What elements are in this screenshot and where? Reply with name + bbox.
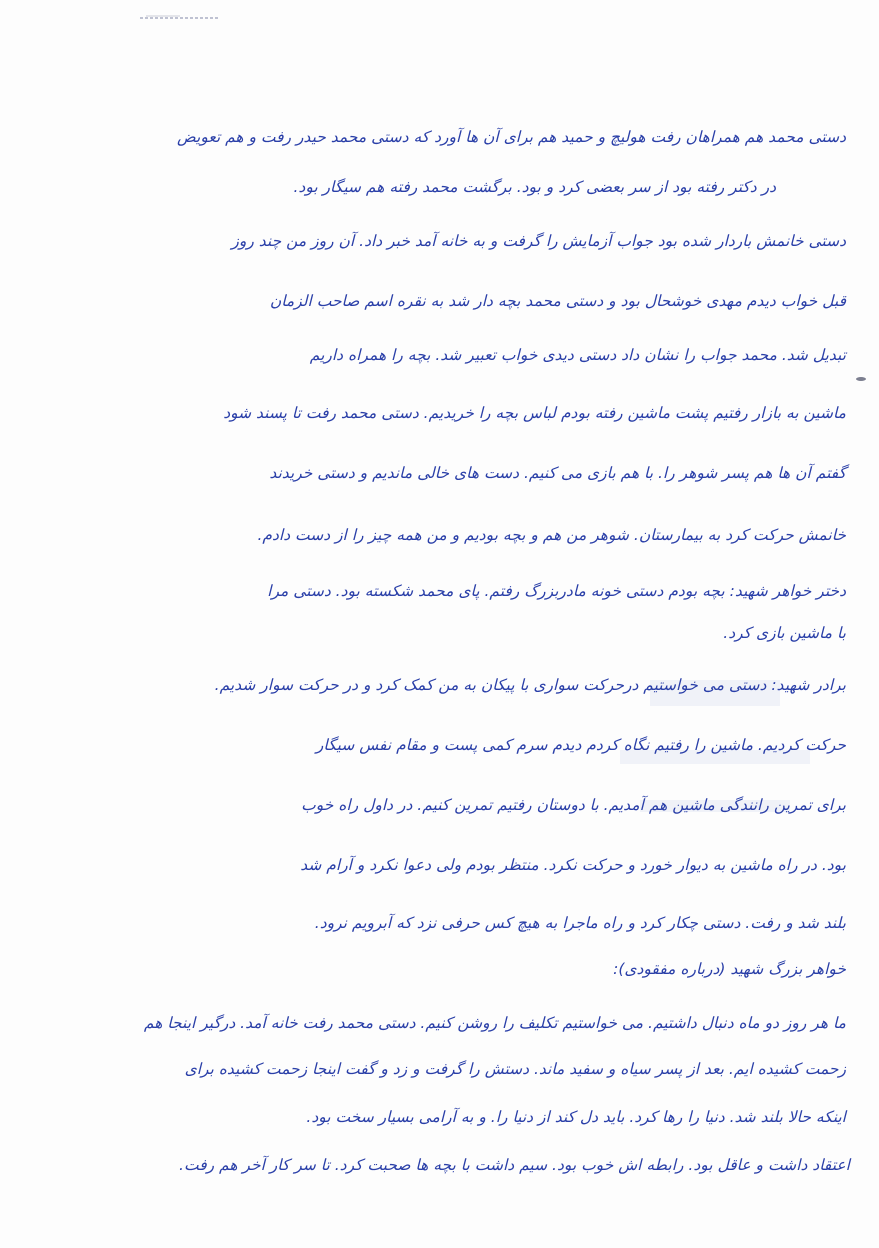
text-line: اینکه حالا بلند شد. دنیا را رها کرد. باید دل کند از دنیا را. و به آرامی بسیار سخت بود. bbox=[306, 1108, 846, 1126]
text-line: با ماشین بازی کرد. bbox=[723, 624, 846, 642]
text-line: قبل خواب دیدم مهدی خوشحال بود و دستی محمد بچه دار شد به نقره اسم صاحب الزمان bbox=[269, 292, 846, 310]
text-line: ما هر روز دو ماه دنبال داشتیم. می خواستیم تکلیف را روشن کنیم. دستی محمد رفت خانه آمد. درگیر اینجا هم bbox=[143, 1014, 846, 1032]
text-line: گفتم آن ها هم پسر شوهر را. با هم بازی می کنیم. دست های خالی ماندیم و دستی خریدند bbox=[269, 464, 846, 482]
text-line: اعتقاد داشت و عاقل بود. رابطه اش خوب بود. سیم داشت با بچه ها صحبت کرد. تا سر کار آخر هم رفت. bbox=[179, 1156, 850, 1174]
text-line: بود. در راه ماشین به دیوار خورد و حرکت نکرد. منتظر بودم ولی دعوا نکرد و آرام شد bbox=[300, 856, 846, 874]
section-heading: خواهر بزرگ شهید (درباره مفقودی): bbox=[613, 960, 846, 978]
scan-artifact-speck bbox=[855, 376, 867, 382]
text-line: دستی خانمش باردار شده بود جواب آزمایش را گرفت و به خانه آمد خبر داد. آن روز من چند روز bbox=[231, 232, 846, 250]
text-line: بلند شد و رفت. دستی چکار کرد و راه ماجرا به هیچ کس حرفی نزد که آبرویم نرود. bbox=[314, 914, 846, 932]
text-line: برای تمرین رانندگی ماشین هم آمدیم. با دوستان رفتیم تمرین کنیم. در داول راه خوب bbox=[301, 796, 846, 814]
text-line: خانمش حرکت کرد به بیمارستان. شوهر من هم و بچه بودیم و من همه چیز را از دست دادم. bbox=[257, 526, 846, 544]
scan-artifact-mark bbox=[140, 14, 218, 22]
text-line: حرکت کردیم. ماشین را رفتیم نگاه کردم دیدم سرم کمی پست و مقام نفس سیگار bbox=[315, 736, 846, 754]
text-line: دختر خواهر شهید: بچه بودم دستی خونه مادربزرگ رفتم. پای محمد شکسته بود. دستی مرا bbox=[267, 582, 846, 600]
text-line: تبدیل شد. محمد جواب را نشان داد دستی دیدی خواب تعبیر شد. بچه را همراه داریم bbox=[309, 346, 846, 364]
text-line: ماشین به بازار رفتیم پشت ماشین رفته بودم لباس بچه را خریدیم. دستی محمد رفت تا پسند شود bbox=[223, 404, 846, 422]
text-line: در دکتر رفته بود از سر بعضی کرد و بود. برگشت محمد رفته هم سیگار بود. bbox=[293, 178, 776, 196]
text-line: دستی محمد هم همراهان رفت هولیچ و حمید هم برای آن ها آورد که دستی محمد حیدر رفت و هم تعویض bbox=[177, 128, 846, 146]
text-line: برادر شهید: دستی می خواستیم درحرکت سواری با پیکان به من کمک کرد و در حرکت سوار شدیم. bbox=[214, 676, 846, 694]
text-line: زحمت کشیده ایم. بعد از پسر سیاه و سفید ماند. دستش را گرفت و زد و گفت اینجا زحمت کشیده برای bbox=[184, 1060, 846, 1078]
